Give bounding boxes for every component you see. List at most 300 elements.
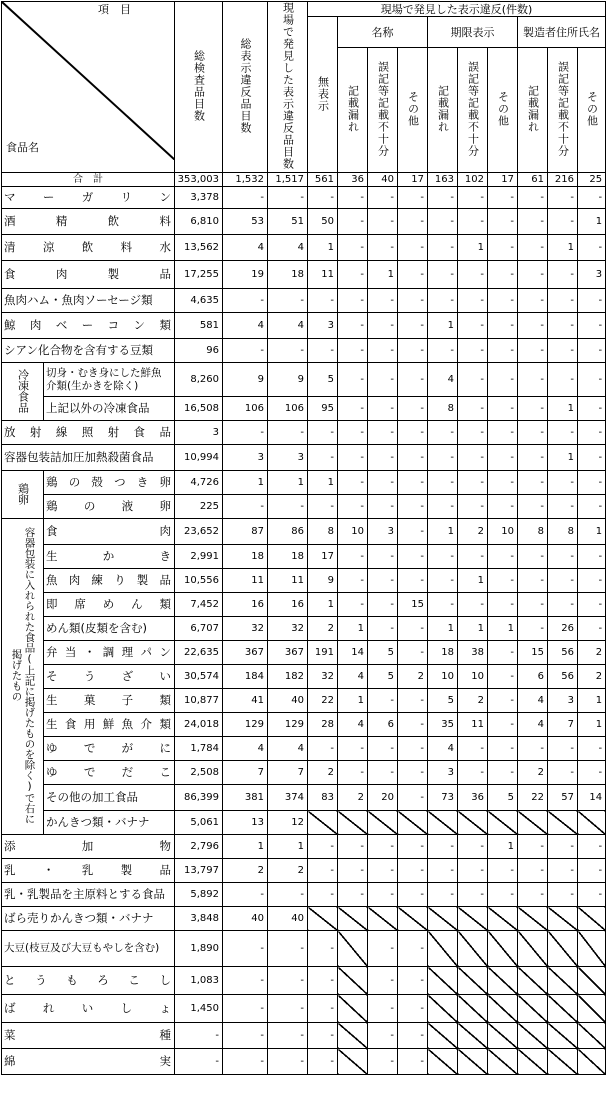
value-cell: 56: [548, 665, 578, 689]
row-label-justified: [4, 975, 171, 986]
value-cell: -: [308, 737, 338, 761]
value-cell: -: [223, 995, 268, 1023]
value-cell: 1: [338, 617, 368, 641]
value-cell: 2,508: [175, 761, 223, 785]
row-label-text: 生 菓 子 類: [46, 693, 171, 707]
value-cell: 5: [368, 665, 398, 689]
na-cell: [578, 967, 606, 995]
value-cell: -: [458, 737, 488, 761]
value-cell: -: [548, 835, 578, 859]
sub-wrong-header-text: 誤記等記載不十分: [466, 61, 480, 157]
value-cell: 106: [223, 397, 268, 421]
na-cell: [488, 1023, 518, 1049]
value-cell: 1: [268, 835, 308, 859]
row-label-justified: [4, 841, 171, 852]
value-cell: 3: [578, 261, 606, 289]
sub-missing-header-text: 記載漏れ: [526, 85, 540, 133]
total-value: 561: [308, 173, 338, 187]
value-cell: -: [488, 187, 518, 209]
row-label-text: シアン化合物を含有する豆類: [4, 343, 154, 357]
value-cell: 51: [268, 209, 308, 235]
value-cell: 17,255: [175, 261, 223, 289]
value-cell: 381: [223, 785, 268, 811]
na-cell: [488, 811, 518, 835]
value-cell: -: [428, 883, 458, 907]
value-cell: -: [368, 363, 398, 397]
value-cell: 35: [428, 713, 458, 737]
table-row: [2, 397, 606, 421]
value-cell: 87: [223, 519, 268, 545]
total-value: 17: [398, 173, 428, 187]
row-label-text: 生 か き: [46, 549, 171, 563]
value-cell: 3: [368, 519, 398, 545]
row-label: [44, 545, 175, 569]
na-cell: [458, 1023, 488, 1049]
value-cell: -: [308, 835, 338, 859]
value-cell: -: [368, 859, 398, 883]
value-cell: -: [368, 421, 398, 445]
value-cell: -: [308, 1023, 338, 1049]
value-cell: -: [548, 421, 578, 445]
value-cell: 5,892: [175, 883, 223, 907]
value-cell: 24,018: [175, 713, 223, 737]
value-cell: 53: [223, 209, 268, 235]
value-cell: -: [458, 421, 488, 445]
table-row: [2, 1023, 606, 1049]
value-cell: 11: [268, 569, 308, 593]
row-label-justified: [46, 501, 171, 512]
row-label: [2, 339, 175, 363]
value-cell: -: [458, 859, 488, 883]
value-cell: -: [518, 593, 548, 617]
row-label-justified: [46, 599, 171, 610]
row-label: [2, 835, 175, 859]
na-cell: [488, 995, 518, 1023]
value-cell: 22: [518, 785, 548, 811]
value-cell: -: [398, 421, 428, 445]
na-cell: [548, 1023, 578, 1049]
value-cell: -: [223, 421, 268, 445]
table-row: [2, 471, 606, 495]
na-cell: [338, 995, 368, 1023]
value-cell: 2: [223, 859, 268, 883]
value-cell: 11: [223, 569, 268, 593]
value-cell: -: [458, 363, 488, 397]
table-row: [2, 811, 606, 835]
expiry-group-header: 期限表示: [428, 17, 518, 48]
value-cell: -: [518, 859, 548, 883]
value-cell: -: [368, 617, 398, 641]
na-cell: [458, 967, 488, 995]
value-cell: -: [428, 859, 458, 883]
value-cell: 26: [548, 617, 578, 641]
value-cell: -: [223, 1023, 268, 1049]
na-cell: [428, 1023, 458, 1049]
value-cell: 1: [488, 617, 518, 641]
value-cell: -: [518, 737, 548, 761]
table-row: [2, 261, 606, 289]
value-cell: -: [268, 1049, 308, 1075]
value-cell: -: [338, 859, 368, 883]
value-cell: -: [368, 761, 398, 785]
row-label: [2, 1049, 175, 1075]
na-cell: [488, 931, 518, 967]
value-cell: 182: [268, 665, 308, 689]
na-cell: [428, 931, 458, 967]
na-cell: [518, 1049, 548, 1075]
value-cell: -: [578, 445, 606, 471]
value-cell: -: [398, 785, 428, 811]
value-cell: -: [368, 397, 398, 421]
value-cell: 106: [268, 397, 308, 421]
value-cell: -: [578, 737, 606, 761]
value-cell: 10,994: [175, 445, 223, 471]
value-cell: 10: [458, 665, 488, 689]
na-cell: [308, 907, 338, 931]
value-cell: -: [398, 931, 428, 967]
value-cell: 56: [548, 641, 578, 665]
value-cell: -: [338, 339, 368, 363]
group-label-frozen: [2, 363, 44, 421]
value-cell: -: [458, 593, 488, 617]
value-cell: 13,562: [175, 235, 223, 261]
row-label: [44, 811, 175, 835]
value-cell: 4: [518, 713, 548, 737]
value-cell: 367: [223, 641, 268, 665]
value-cell: 40: [268, 907, 308, 931]
table-row: [2, 235, 606, 261]
value-cell: -: [338, 883, 368, 907]
value-cell: -: [578, 761, 606, 785]
value-cell: -: [398, 761, 428, 785]
table-row: [2, 617, 606, 641]
value-cell: -: [548, 261, 578, 289]
value-cell: -: [518, 313, 548, 339]
value-cell: 16: [268, 593, 308, 617]
value-cell: -: [518, 339, 548, 363]
value-cell: 10,877: [175, 689, 223, 713]
row-label-justified: [46, 575, 171, 586]
value-cell: -: [268, 289, 308, 313]
row-label: [44, 641, 175, 665]
value-cell: -: [368, 569, 398, 593]
row-label-text: そ う ざ い: [46, 669, 171, 683]
value-cell: 5: [488, 785, 518, 811]
value-cell: -: [458, 313, 488, 339]
value-cell: -: [338, 569, 368, 593]
value-cell: -: [458, 289, 488, 313]
value-cell: -: [338, 313, 368, 339]
value-cell: 18: [268, 545, 308, 569]
value-cell: -: [428, 261, 458, 289]
sub-wrong-header: [458, 48, 488, 173]
value-cell: -: [268, 995, 308, 1023]
value-cell: 5: [368, 641, 398, 665]
value-cell: 95: [308, 397, 338, 421]
row-label-text: その他の加工食品: [46, 790, 138, 804]
value-cell: -: [578, 545, 606, 569]
value-cell: -: [488, 209, 518, 235]
row-label-justified: [46, 526, 171, 537]
value-cell: 1: [308, 471, 338, 495]
row-label-justified: [46, 695, 171, 706]
value-cell: 1: [548, 397, 578, 421]
na-cell: [578, 811, 606, 835]
value-cell: 191: [308, 641, 338, 665]
sub-other-header-text: その他: [585, 91, 599, 127]
value-cell: -: [338, 235, 368, 261]
value-cell: -: [398, 313, 428, 339]
value-cell: 11: [458, 713, 488, 737]
row-label-justified: [46, 743, 171, 754]
value-cell: 73: [428, 785, 458, 811]
value-cell: -: [428, 209, 458, 235]
value-cell: 38: [458, 641, 488, 665]
row-label-text: ばら売りかんきつ類・バナナ: [4, 911, 154, 925]
table-row: [2, 967, 606, 995]
value-cell: 2: [398, 665, 428, 689]
value-cell: -: [175, 1049, 223, 1075]
value-cell: -: [458, 209, 488, 235]
row-label: [44, 737, 175, 761]
na-cell: [578, 931, 606, 967]
value-cell: -: [368, 931, 398, 967]
value-cell: 20: [368, 785, 398, 811]
value-cell: -: [518, 397, 548, 421]
value-cell: -: [368, 545, 398, 569]
na-cell: [458, 995, 488, 1023]
value-cell: 2,796: [175, 835, 223, 859]
value-cell: -: [338, 363, 368, 397]
value-cell: -: [398, 737, 428, 761]
value-cell: -: [338, 471, 368, 495]
value-cell: -: [518, 617, 548, 641]
row-label: [44, 761, 175, 785]
row-label-justified: [4, 427, 171, 438]
value-cell: -: [338, 545, 368, 569]
value-cell: 10: [338, 519, 368, 545]
value-cell: -: [428, 187, 458, 209]
header-diagonal-cell: [2, 2, 175, 173]
row-label-justified: [46, 671, 171, 682]
value-cell: 8: [518, 519, 548, 545]
violation-items-header: [223, 2, 268, 173]
row-label-text: 即 席 め ん 類: [46, 597, 171, 611]
row-label-justified: [4, 242, 171, 253]
value-cell: -: [458, 471, 488, 495]
table-row: [2, 569, 606, 593]
row-label-text: かんきつ類・バナナ: [46, 815, 150, 829]
value-cell: -: [223, 187, 268, 209]
na-cell: [548, 967, 578, 995]
value-cell: 36: [458, 785, 488, 811]
row-label-text: 大豆(枝豆及び大豆もやしを含む): [4, 942, 160, 954]
value-cell: -: [428, 545, 458, 569]
row-label-text: 鶏 の 殻 つ き 卵: [46, 475, 171, 489]
na-cell: [518, 907, 548, 931]
value-cell: 1: [308, 593, 338, 617]
value-cell: 1: [458, 235, 488, 261]
na-cell: [368, 811, 398, 835]
value-cell: -: [308, 1049, 338, 1075]
value-cell: 9: [308, 569, 338, 593]
value-cell: -: [398, 569, 428, 593]
row-label: [44, 665, 175, 689]
value-cell: -: [488, 235, 518, 261]
value-cell: -: [518, 261, 548, 289]
value-cell: 32: [223, 617, 268, 641]
total-label: 合 計: [2, 173, 175, 187]
total-value: 1,517: [268, 173, 308, 187]
value-cell: -: [398, 545, 428, 569]
table-row: [2, 689, 606, 713]
value-cell: -: [398, 1049, 428, 1075]
row-label-text: めん類(皮類を含む): [46, 621, 147, 635]
value-cell: 32: [308, 665, 338, 689]
na-cell: [398, 811, 428, 835]
value-cell: -: [428, 289, 458, 313]
value-cell: -: [458, 883, 488, 907]
row-label-text: 生 食 用 鮮 魚 介 類: [46, 717, 171, 731]
row-label-text: 上記以外の冷凍食品: [46, 401, 150, 415]
value-cell: -: [223, 931, 268, 967]
total-value: 1,532: [223, 173, 268, 187]
row-label-text: 綿 実: [4, 1054, 171, 1068]
value-cell: -: [578, 339, 606, 363]
value-cell: 4,726: [175, 471, 223, 495]
value-cell: 4: [338, 713, 368, 737]
no-label-header: [308, 17, 338, 173]
value-cell: 15: [398, 593, 428, 617]
value-cell: 1: [548, 235, 578, 261]
total-value: 17: [488, 173, 518, 187]
value-cell: 18: [223, 545, 268, 569]
value-cell: -: [488, 593, 518, 617]
row-label: [44, 785, 175, 811]
value-cell: -: [518, 363, 548, 397]
row-label-text: マ ー ガ リ ン: [4, 190, 171, 204]
value-cell: -: [548, 859, 578, 883]
value-cell: -: [398, 835, 428, 859]
value-cell: -: [548, 737, 578, 761]
value-cell: -: [398, 713, 428, 737]
total-value: 36: [338, 173, 368, 187]
value-cell: 18: [268, 261, 308, 289]
total-value: 61: [518, 173, 548, 187]
value-cell: -: [268, 967, 308, 995]
value-cell: -: [578, 835, 606, 859]
table-row: [2, 785, 606, 811]
table-row: [2, 363, 606, 397]
value-cell: -: [428, 421, 458, 445]
row-label-justified: [4, 1003, 171, 1014]
value-cell: -: [338, 761, 368, 785]
value-cell: -: [548, 593, 578, 617]
value-cell: 1: [578, 713, 606, 737]
value-cell: -: [308, 495, 338, 519]
value-cell: -: [368, 339, 398, 363]
value-cell: 7: [268, 761, 308, 785]
value-cell: 57: [548, 785, 578, 811]
row-label-justified: [4, 216, 171, 227]
na-cell: [548, 995, 578, 1023]
total-value: 25: [578, 173, 606, 187]
name-group-header: 名称: [338, 17, 428, 48]
na-cell: [518, 811, 548, 835]
row-label-text: 鶏 の 液 卵: [46, 499, 171, 513]
value-cell: 3: [175, 421, 223, 445]
value-cell: 19: [223, 261, 268, 289]
value-cell: -: [398, 859, 428, 883]
value-cell: -: [268, 421, 308, 445]
total-inspected-header: [175, 2, 223, 173]
value-cell: 7,452: [175, 593, 223, 617]
value-cell: 14: [338, 641, 368, 665]
value-cell: -: [518, 495, 548, 519]
sub-other-header-text: その他: [496, 91, 510, 127]
value-cell: -: [458, 187, 488, 209]
value-cell: -: [338, 209, 368, 235]
value-cell: -: [368, 835, 398, 859]
value-cell: -: [398, 995, 428, 1023]
na-cell: [518, 931, 548, 967]
value-cell: -: [368, 235, 398, 261]
row-label: [2, 883, 175, 907]
na-cell: [458, 1049, 488, 1075]
value-cell: 1: [548, 445, 578, 471]
row-label: [44, 569, 175, 593]
value-cell: -: [308, 289, 338, 313]
value-cell: 96: [175, 339, 223, 363]
value-cell: -: [308, 859, 338, 883]
na-cell: [578, 907, 606, 931]
value-cell: 40: [268, 689, 308, 713]
row-label: [44, 363, 175, 397]
value-cell: -: [398, 883, 428, 907]
value-cell: -: [308, 883, 338, 907]
value-cell: -: [578, 593, 606, 617]
value-cell: -: [398, 445, 428, 471]
value-cell: -: [488, 761, 518, 785]
value-cell: -: [518, 235, 548, 261]
value-cell: -: [368, 209, 398, 235]
value-cell: -: [338, 495, 368, 519]
value-cell: 1: [578, 209, 606, 235]
value-cell: -: [368, 737, 398, 761]
value-cell: 14: [578, 785, 606, 811]
value-cell: 6: [518, 665, 548, 689]
row-label: [2, 421, 175, 445]
sub-wrong-header: [548, 48, 578, 173]
na-cell: [428, 811, 458, 835]
table-row: [2, 835, 606, 859]
row-label-justified: [4, 320, 171, 331]
value-cell: -: [398, 689, 428, 713]
value-cell: 6,810: [175, 209, 223, 235]
sub-wrong-header-text: 誤記等記載不十分: [556, 61, 570, 157]
value-cell: 1: [428, 519, 458, 545]
value-cell: 2: [338, 785, 368, 811]
row-label-text: 切身・むき身にした鮮魚介類(生かきを除く): [46, 366, 162, 392]
value-cell: 129: [268, 713, 308, 737]
value-cell: -: [428, 445, 458, 471]
row-label-justified: [4, 269, 171, 280]
value-cell: 17: [308, 545, 338, 569]
value-cell: 581: [175, 313, 223, 339]
value-cell: -: [338, 397, 368, 421]
value-cell: -: [578, 235, 606, 261]
value-cell: -: [338, 445, 368, 471]
